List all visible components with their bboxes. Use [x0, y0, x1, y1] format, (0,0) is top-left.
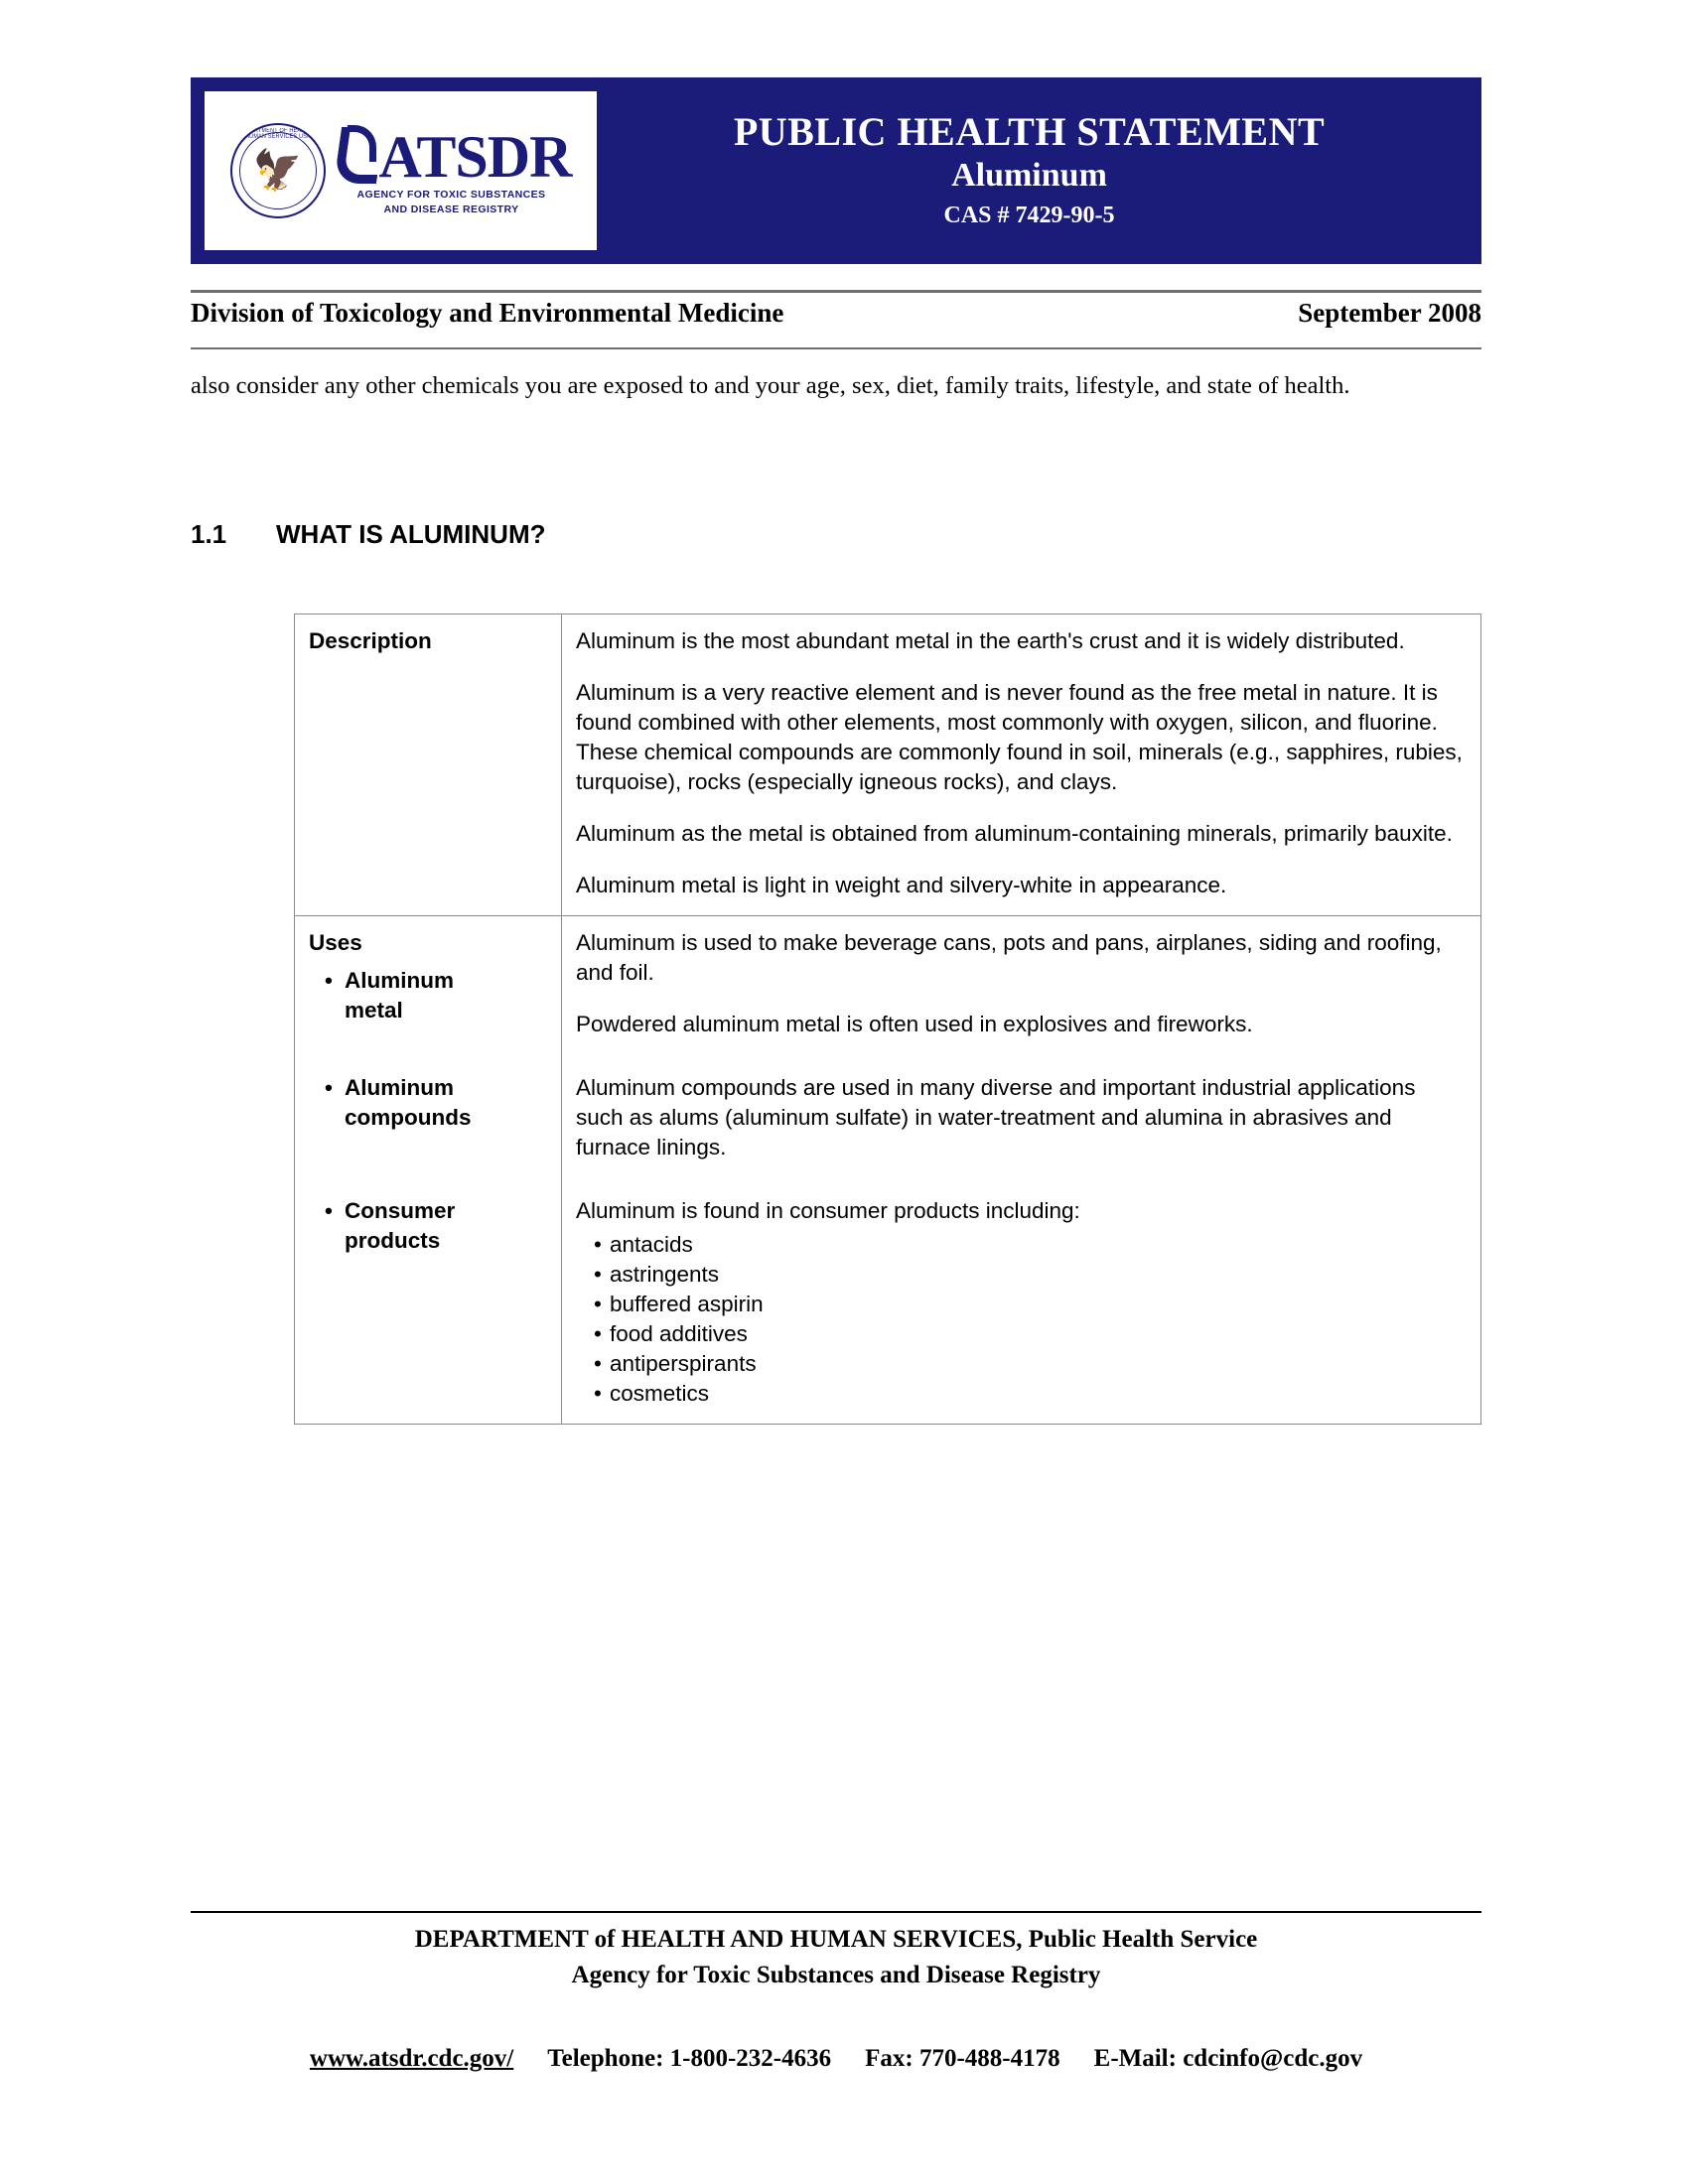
- website-link[interactable]: www.atsdr.cdc.gov/: [309, 2045, 514, 2072]
- table-row: [295, 1178, 1481, 1425]
- intro-paragraph: also consider any other chemicals you are exposed to and your age, sex, diet, family traits, lifestyle, and state of health.: [191, 372, 1350, 399]
- uses-item-label-line2: compounds: [345, 1105, 472, 1131]
- description-paragraph: Aluminum as the metal is obtained from aluminum-containing minerals, primarily bauxite.: [576, 820, 1453, 846]
- chemical-name: Aluminum: [951, 157, 1107, 195]
- list-item: • cosmetics: [576, 1379, 1467, 1409]
- division-row: [191, 298, 1481, 329]
- hhs-seal-icon: [230, 123, 326, 218]
- hhs-seal-top-text: DEPARTMENT OF HEALTH & HUMAN SERVICES USA: [238, 128, 318, 140]
- divider-under-division: [191, 347, 1481, 349]
- uses-item-label-line2: products: [345, 1227, 441, 1253]
- divider-top: [191, 290, 1481, 293]
- eagle-icon: 🦅: [252, 148, 303, 193]
- uses-item-label-line1: Aluminum: [345, 1075, 454, 1101]
- uses-body-consumer-products: [562, 1178, 1481, 1425]
- uses-item-label-line2: metal: [345, 998, 403, 1024]
- document-title: PUBLIC HEALTH STATEMENT: [733, 108, 1326, 154]
- uses-paragraph: Powdered aluminum metal is often used in explosives and fireworks.: [576, 1012, 1253, 1037]
- uses-item-label-aluminum-metal: [325, 966, 547, 1025]
- section-heading: [191, 519, 546, 550]
- uses-item-label-aluminum-compounds: [325, 1073, 547, 1133]
- section-number: 1.1: [191, 519, 227, 549]
- atsdr-wordmark-text: ATSDR: [378, 123, 572, 190]
- atsdr-tagline-line2: AND DISEASE REGISTRY: [383, 204, 519, 215]
- uses-paragraph: Aluminum compounds are used in many diverse and important industrial applications such as alums (aluminum sulfate) in water-treatment and alumina in abrasives and furnace linings.: [576, 1075, 1416, 1160]
- consumer-products-list: [576, 1230, 1467, 1409]
- uses-label: Uses: [309, 930, 362, 956]
- list-item: • astringents: [576, 1260, 1467, 1290]
- footer-line-2: Agency for Toxic Substances and Disease Registry: [571, 1962, 1101, 1989]
- uses-body-aluminum-metal: [562, 916, 1481, 1055]
- description-paragraph: Aluminum is the most abundant metal in the earth's crust and it is widely distributed.: [576, 628, 1405, 653]
- atsdr-swoosh-icon: [332, 125, 377, 177]
- uses-label-cell: [295, 916, 562, 1055]
- description-paragraph: Aluminum metal is light in weight and silvery-white in appearance.: [576, 872, 1227, 897]
- list-item: • buffered aspirin: [576, 1290, 1467, 1319]
- publication-date: September 2008: [1298, 298, 1481, 328]
- atsdr-tagline-line1: AGENCY FOR TOXIC SUBSTANCES: [356, 188, 546, 201]
- footer-line-1: DEPARTMENT of HEALTH AND HUMAN SERVICES, Public Health Service: [414, 1926, 1258, 1953]
- uses-item-label-consumer-products: [325, 1196, 547, 1256]
- table-row: [295, 916, 1481, 1055]
- uses-label-cell: [295, 1178, 562, 1425]
- description-paragraph: Aluminum is a very reactive element and is never found as the free metal in nature. It is found combined with other elements, most commonly with oxygen, silicon, and fluorine. These chemical compounds are commonly found in soil, minerals (e.g., sapphires, rubies, turquoise), rocks (especially igneous rocks), and clays.: [576, 679, 1463, 794]
- footer-divider: [191, 1911, 1481, 1913]
- uses-item-label-line1: Consumer: [345, 1197, 456, 1223]
- aluminum-info-table: [294, 614, 1481, 1425]
- division-name: Division of Toxicology and Environmental Medicine: [191, 298, 784, 328]
- banner-title-group: [597, 77, 1481, 264]
- footer-agency: [191, 1922, 1481, 1994]
- description-label: Description: [295, 614, 562, 916]
- fax-text: Fax: 770-488-4178: [865, 2045, 1060, 2072]
- email-text: E-Mail: cdcinfo@cdc.gov: [1093, 2045, 1363, 2072]
- atsdr-logo: [205, 91, 597, 250]
- uses-label-cell: [295, 1055, 562, 1178]
- uses-item-label-line1: Aluminum: [345, 968, 454, 994]
- table-row: [295, 1055, 1481, 1178]
- list-item: • antacids: [576, 1230, 1467, 1260]
- section-title: WHAT IS ALUMINUM?: [276, 519, 546, 549]
- uses-paragraph: Aluminum is found in consumer products including:: [576, 1197, 1080, 1223]
- description-body: [562, 614, 1481, 916]
- footer-contact: [191, 2045, 1481, 2073]
- atsdr-wordmark: [332, 123, 572, 190]
- telephone-text: Telephone: 1-800-232-4636: [547, 2045, 832, 2072]
- list-item: • antiperspirants: [576, 1349, 1467, 1379]
- uses-body-aluminum-compounds: [562, 1055, 1481, 1178]
- header-banner: [191, 77, 1481, 264]
- table-row: [295, 614, 1481, 916]
- cas-number: CAS # 7429-90-5: [943, 203, 1115, 229]
- list-item: • food additives: [576, 1319, 1467, 1349]
- uses-paragraph: Aluminum is used to make beverage cans, pots and pans, airplanes, siding and roofing, and foil.: [576, 930, 1442, 986]
